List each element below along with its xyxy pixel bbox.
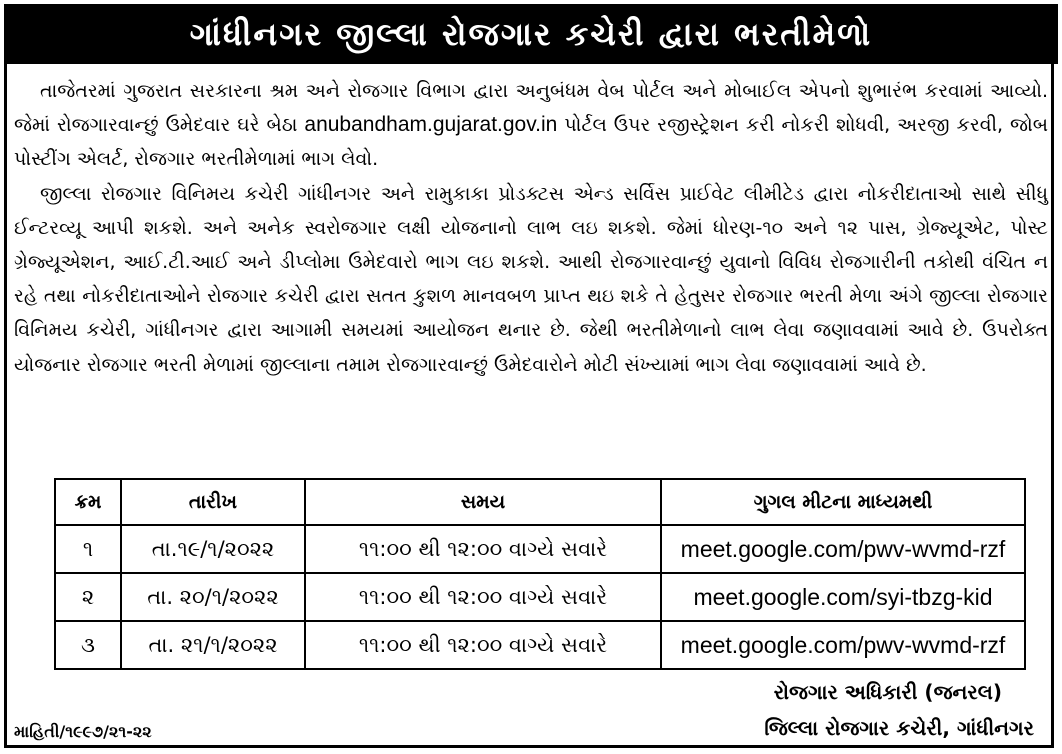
table-header-row [55,479,1025,525]
signatory-title: રોજગાર અધિકારી (જનરલ) [773,680,1002,704]
paragraph-1-part-2: પોર્ટલ ઉપર રજીસ્ટ્રેશન કરી નોકરી શોધવી, અરજી કરવી, જોબ પોસ્ટીંગ એલર્ટ, રોજગાર ભરતીમેળામાં ભાગ લેવો. [14,114,1048,171]
signatory-office: જિલ્લા રોજગાર કચેરી, ગાંધીનગર [764,716,1034,740]
paragraph-2: જીલ્લા રોજગાર વિનિમય કચેરી ગાંધીનગર અને રામુકાકા પ્રોડક્ટસ એન્ડ સર્વિસ પ્રાઈવેટ લીમીટેડ દ્વારા નોકરીદાતાઓ સાથે સીધુ ઈન્ટરવ્યૂ આપી શકશે. અને અનેક સ્વરોજગાર લક્ષી યોજનાનો લાભ લઇ શકશે. જેમાં ધોરણ-૧૦ અને ૧૨ પાસ, ગ્રેજ્યૂએટ, પોસ્ટ ગ્રેજ્યૂએશન, આઈ.ટી.આઈ અને ડીપ્લોમા ઉમેદવારો ભાગ લઇ શકશે. આથી રોજગારવાન્છું યુવાનો વિવિધ રોજગારીની તકોથી વંચિત ન રહે તથા નોકરીદાતાઓને રોજગાર કચેરી દ્વારા સતત કુશળ માનવબળ પ્રાપ્ત થઇ શકે તે હેતુસર રોજગાર ભરતી મેળા અંગે જીલ્લા રોજગાર વિનિમય કચેરી, ગાંધીનગર દ્વારા આગામી સમયમાં આયોજન થનાર છે. જેથી ભરતીમેળાનો લાભ લેવા જણાવવામાં આવે છે. ઉપરોક્ત યોજનાર રોજગાર ભરતી મેળામાં જીલ્લાના તમામ રોજગારવાન્છું ઉમેદવારોને મોટી સંખ્યામાં ભાગ લેવા જણાવવામાં આવે છે. [14,182,1048,376]
row-time: ૧૧:૦૦ થી ૧૨:૦૦ વાગ્યે સવારે [305,525,661,573]
header-time: સમય [305,479,661,525]
row-date: તા. ૨૦/૧/૨૦૨૨ [121,573,305,621]
row-time: ૧૧:૦૦ થી ૧૨:૦૦ વાગ્યે સવારે [305,621,661,669]
row-date: તા. ૨૧/૧/૨૦૨૨ [121,621,305,669]
body-text [14,74,1048,382]
header-google-meet: ગુગલ મીટના માધ્યમથી [661,479,1025,525]
paragraph-1-part-1: તાજેતરમાં ગુજરાત સરકારના શ્રમ અને રોજગાર વિભાગ દ્વારા અનુબંધમ વેબ પોર્ટલ અને મોબાઈલ એપનો શુભારંભ કરવામાં આવ્યો. જેમાં રોજગારવાન્છું ઉમેદવાર ઘરે બેઠા [14,80,1048,137]
row-serial: ૧ [55,525,121,573]
header-date: તારીખ [121,479,305,525]
table-row [55,621,1025,669]
portal-link[interactable]: anubandham.gujarat.gov.in [304,113,558,137]
table-row [55,525,1025,573]
header-serial: ક્રમ [55,479,121,525]
reference-number: માહિતી/૧૯૯૭/૨૧-૨૨ [14,722,152,741]
row-meet-link[interactable]: meet.google.com/syi-tbzg-kid [661,573,1025,621]
paragraph-1 [14,74,1048,177]
row-meet-link[interactable]: meet.google.com/pwv-wvmd-rzf [661,525,1025,573]
row-meet-link[interactable]: meet.google.com/pwv-wvmd-rzf [661,621,1025,669]
page-title: ગાંધીનગર જીલ્લા રોજગાર કચેરી દ્વારા ભરતીમેળો [4,4,1058,64]
row-date: તા.૧૯/૧/૨૦૨૨ [121,525,305,573]
row-time: ૧૧:૦૦ થી ૧૨:૦૦ વાગ્યે સવારે [305,573,661,621]
row-serial: ૨ [55,573,121,621]
row-serial: ૩ [55,621,121,669]
table-row [55,573,1025,621]
schedule-table [54,478,1026,670]
